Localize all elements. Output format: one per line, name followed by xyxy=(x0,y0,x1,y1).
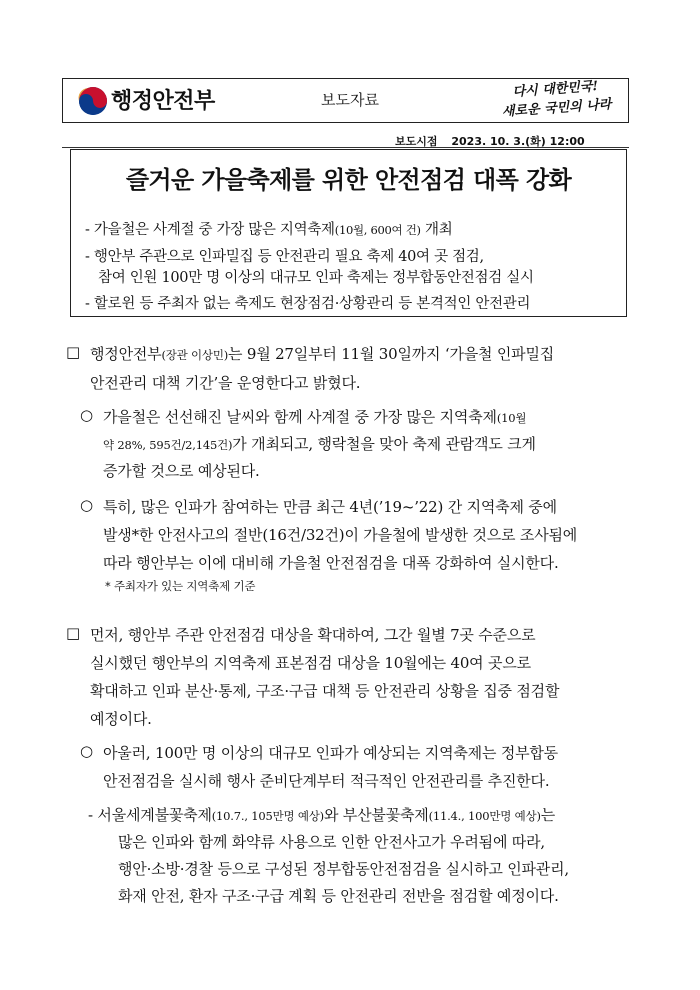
p6-busan: 와 부산불꽃축제 xyxy=(323,806,429,824)
ministry-name: 행정안전부 xyxy=(111,89,215,114)
p2-l1-paren: (10월 xyxy=(496,411,527,425)
p6-seoul-detail: (10.7., 105만명 예상) xyxy=(211,809,324,823)
paragraph-4-line-3: 확대하고 인파 분산·통제, 구조·구급 대책 등 안전관리 상황을 집중 점검할 xyxy=(90,682,560,700)
paragraph-2-line-1 xyxy=(103,406,526,427)
circle-bullet-1-icon: ○ xyxy=(80,406,93,424)
summary-bullet-2-line-2: 참여 인원 100만 명 이상의 대규모 인파 축제는 정부합동안전점검 실시 xyxy=(98,270,534,286)
circle-bullet-2-icon: ○ xyxy=(80,496,93,514)
summary-bullet-1-text: - 가을철은 사계절 중 가장 많은 지역축제 xyxy=(85,222,335,238)
summary-bullet-3: - 할로윈 등 주최자 없는 축제도 현장점검·상황관리 등 본격적인 안전관리 xyxy=(85,296,531,312)
p1-minister: (장관 이상민) xyxy=(161,348,229,362)
paragraph-6-line-2: 많은 인파와 함께 화약류 사용으로 인한 안전사고가 우려됨에 따라, xyxy=(118,833,545,851)
p2-l2-text: 가 개최되고, 행락철을 맞아 축제 관람객도 크게 xyxy=(232,435,536,453)
paragraph-6-line-1 xyxy=(88,804,555,825)
header-divider xyxy=(62,147,629,148)
paragraph-3-line-1: 특히, 많은 인파가 참여하는 만큼 최근 4년(’19~’22) 간 지역축제 중에 xyxy=(103,498,557,516)
p2-l1-text: 가을철은 선선해진 날씨와 함께 사계절 중 가장 많은 지역축제 xyxy=(103,408,497,426)
release-type: 보도자료 xyxy=(321,91,379,109)
paragraph-3-line-3: 따라 행안부는 이에 대비해 가을철 안전점검을 대폭 강화하여 실시한다. xyxy=(103,554,559,572)
circle-bullet-3-icon: ○ xyxy=(80,742,93,760)
square-bullet-1-icon: □ xyxy=(66,343,80,361)
slogan-line-2: 새로운 국민의 나라 xyxy=(501,97,612,120)
paragraph-5-line-2: 안전점검을 실시해 행사 준비단계부터 적극적인 안전관리를 추진한다. xyxy=(103,772,550,790)
paragraph-6-line-3: 행안·소방·경찰 등으로 구성된 정부합동안전점검을 실시하고 인파관리, xyxy=(118,860,569,878)
p6-seoul: - 서울세계불꽃축제 xyxy=(88,806,212,824)
square-bullet-2-icon: □ xyxy=(66,624,80,642)
release-time-value: 2023. 10. 3.(화) 12:00 xyxy=(451,135,585,148)
summary-bullet-1-detail: (10월, 600여 건) xyxy=(334,223,421,237)
p1-subject: 행정안전부 xyxy=(90,345,162,363)
summary-bullet-1 xyxy=(85,218,452,239)
paragraph-5-line-1: 아울러, 100만 명 이상의 대규모 인파가 예상되는 지역축제는 정부합동 xyxy=(103,744,558,762)
footnote: * 주최자가 있는 지역축제 기준 xyxy=(105,579,256,593)
paragraph-4-line-1: 먼저, 행안부 주관 안전점검 대상을 확대하여, 그간 월별 7곳 수준으로 xyxy=(90,626,536,644)
paragraph-3-line-2: 발생*한 안전사고의 절반(16건/32건)이 가을철에 발생한 것으로 조사됨에 xyxy=(103,526,578,544)
paragraph-4-line-4: 예정이다. xyxy=(90,710,152,728)
p6-busan-detail: (11.4., 100만명 예상) xyxy=(428,809,541,823)
paragraph-2-line-2 xyxy=(103,433,536,454)
p6-end: 는 xyxy=(540,806,556,824)
paragraph-1-line-1 xyxy=(90,343,554,364)
paragraph-6-line-4: 화재 안전, 환자 구조·구급 계획 등 안전관리 전반을 점검할 예정이다. xyxy=(118,887,559,905)
release-time-label: 보도시점 xyxy=(395,135,438,148)
summary-bullet-2-line-1: - 행안부 주관으로 인파밀집 등 안전관리 필요 축제 40여 곳 점검, xyxy=(85,249,484,265)
slogan-line-1: 다시 대한민국! xyxy=(512,79,599,100)
paragraph-4-line-2: 실시했던 행안부의 지역축제 표본점검 대상을 10월에는 40여 곳으로 xyxy=(90,654,531,672)
summary-bullet-1-end: 개최 xyxy=(420,222,453,238)
p2-l2-stat: 약 28%, 595건/2,145건) xyxy=(103,438,233,452)
paragraph-1-line-2: 안전관리 대책 기간’을 운영한다고 밝혔다. xyxy=(90,374,361,392)
p1-rest: 는 9월 27일부터 11월 30일까지 ‘가을철 인파밀집 xyxy=(228,345,555,363)
paragraph-2-line-3: 증가할 것으로 예상된다. xyxy=(103,462,260,480)
main-title: 즐거운 가을축제를 위한 안전점검 대폭 강화 xyxy=(125,166,572,194)
